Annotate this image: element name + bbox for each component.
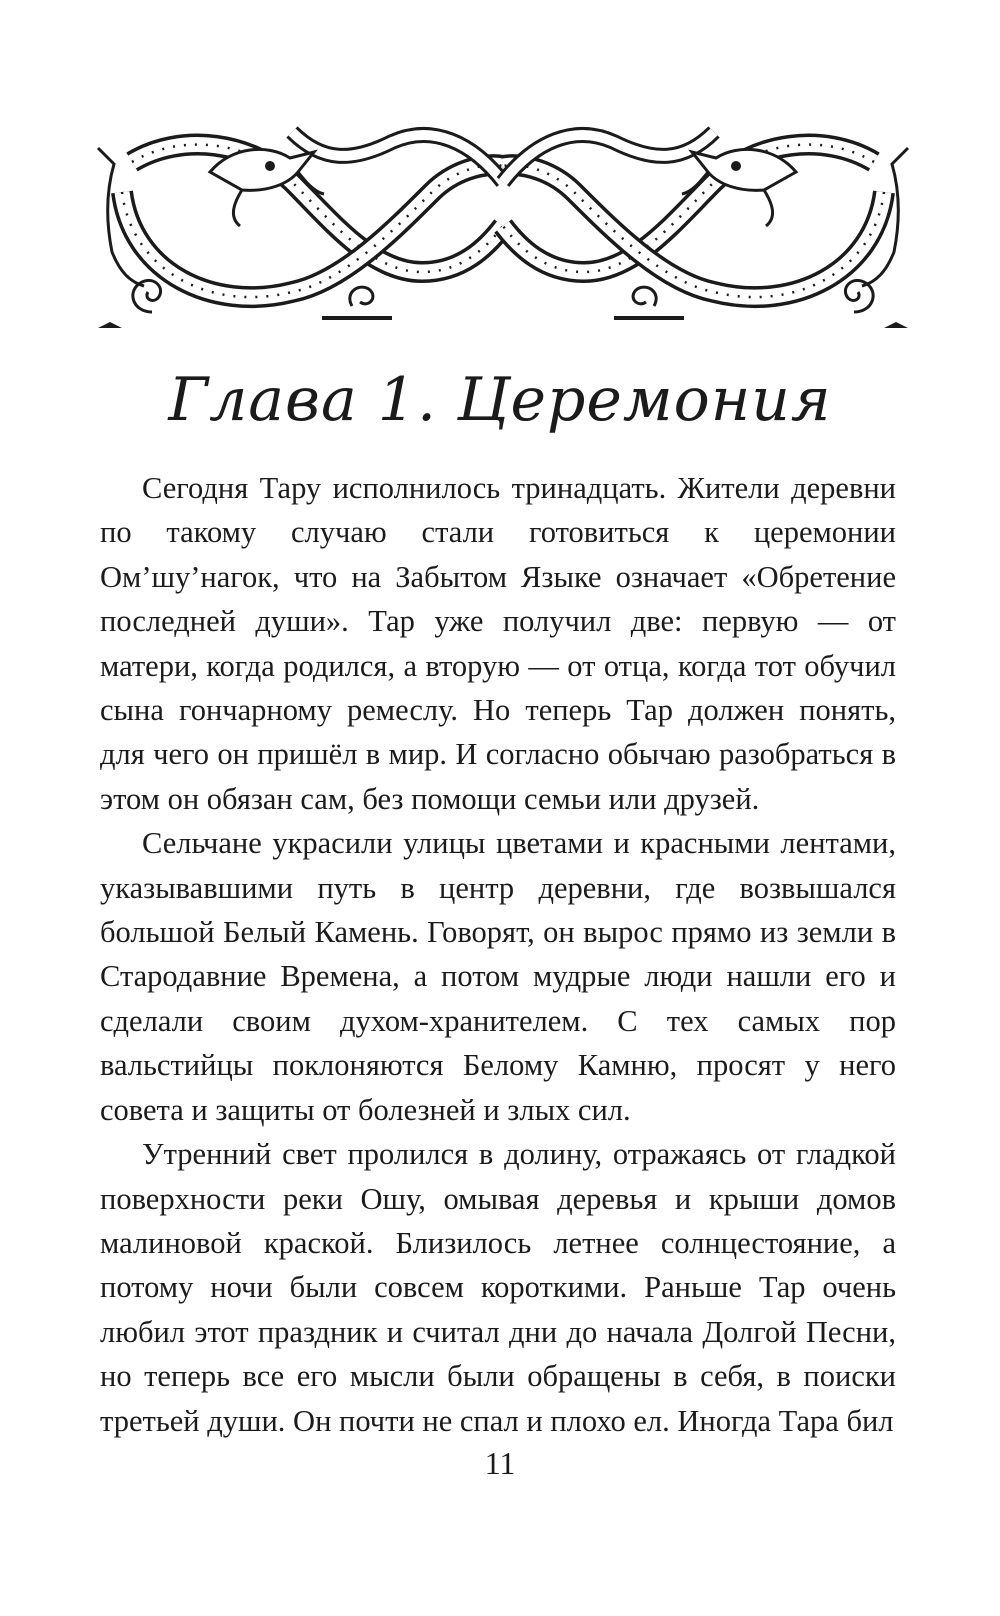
- celtic-knot-ornament-icon: [92, 122, 914, 330]
- body-text: [100, 466, 896, 1443]
- paragraph-1: Сегодня Тару исполнилось тринадцать. Жители деревни по такому случаю стали готовиться к церемонии Ом’шу’нагок, что на Забытом Языке означает «Обретение последней души». Тар уже получил две: первую — от матери, когда родился, а вторую — от отца, когда тот обучил сына гончарному ремеслу. Но теперь Тар должен понять, для чего он пришёл в мир. И согласно обычаю разобраться в этом он обязан сам, без помощи семьи или друзей.: [100, 471, 896, 816]
- paragraph-2: Сельчане украсили улицы цветами и красными лентами, указывавшими путь в центр деревни, где возвышался большой Белый Камень. Говорят, он вырос прямо из земли в Стародавние Времена, а потом мудрые люди нашли его и сделали своим духом-хранителем. С тех самых пор вальстийцы поклоняются Белому Камню, просят у него совета и защиты от болезней и злых сил.: [100, 826, 896, 1127]
- page-number: 11: [484, 1445, 516, 1481]
- chapter-title: Глава 1. Церемония: [168, 365, 832, 435]
- paragraph-3: Утренний свет пролился в долину, отражаясь от гладкой поверхности реки Ошу, омывая деревья и крыши домов малиновой краской. Близилось летнее солнцестояние, а потому ночи были совсем короткими. Раньше Тар очень любил этот праздник и считал дни до начала Долгой Песни, но теперь все его мысли были обращены в себя, в поиски третьей души. Он почти не спал и плохо ел. Иногда Тара бил: [100, 1137, 896, 1438]
